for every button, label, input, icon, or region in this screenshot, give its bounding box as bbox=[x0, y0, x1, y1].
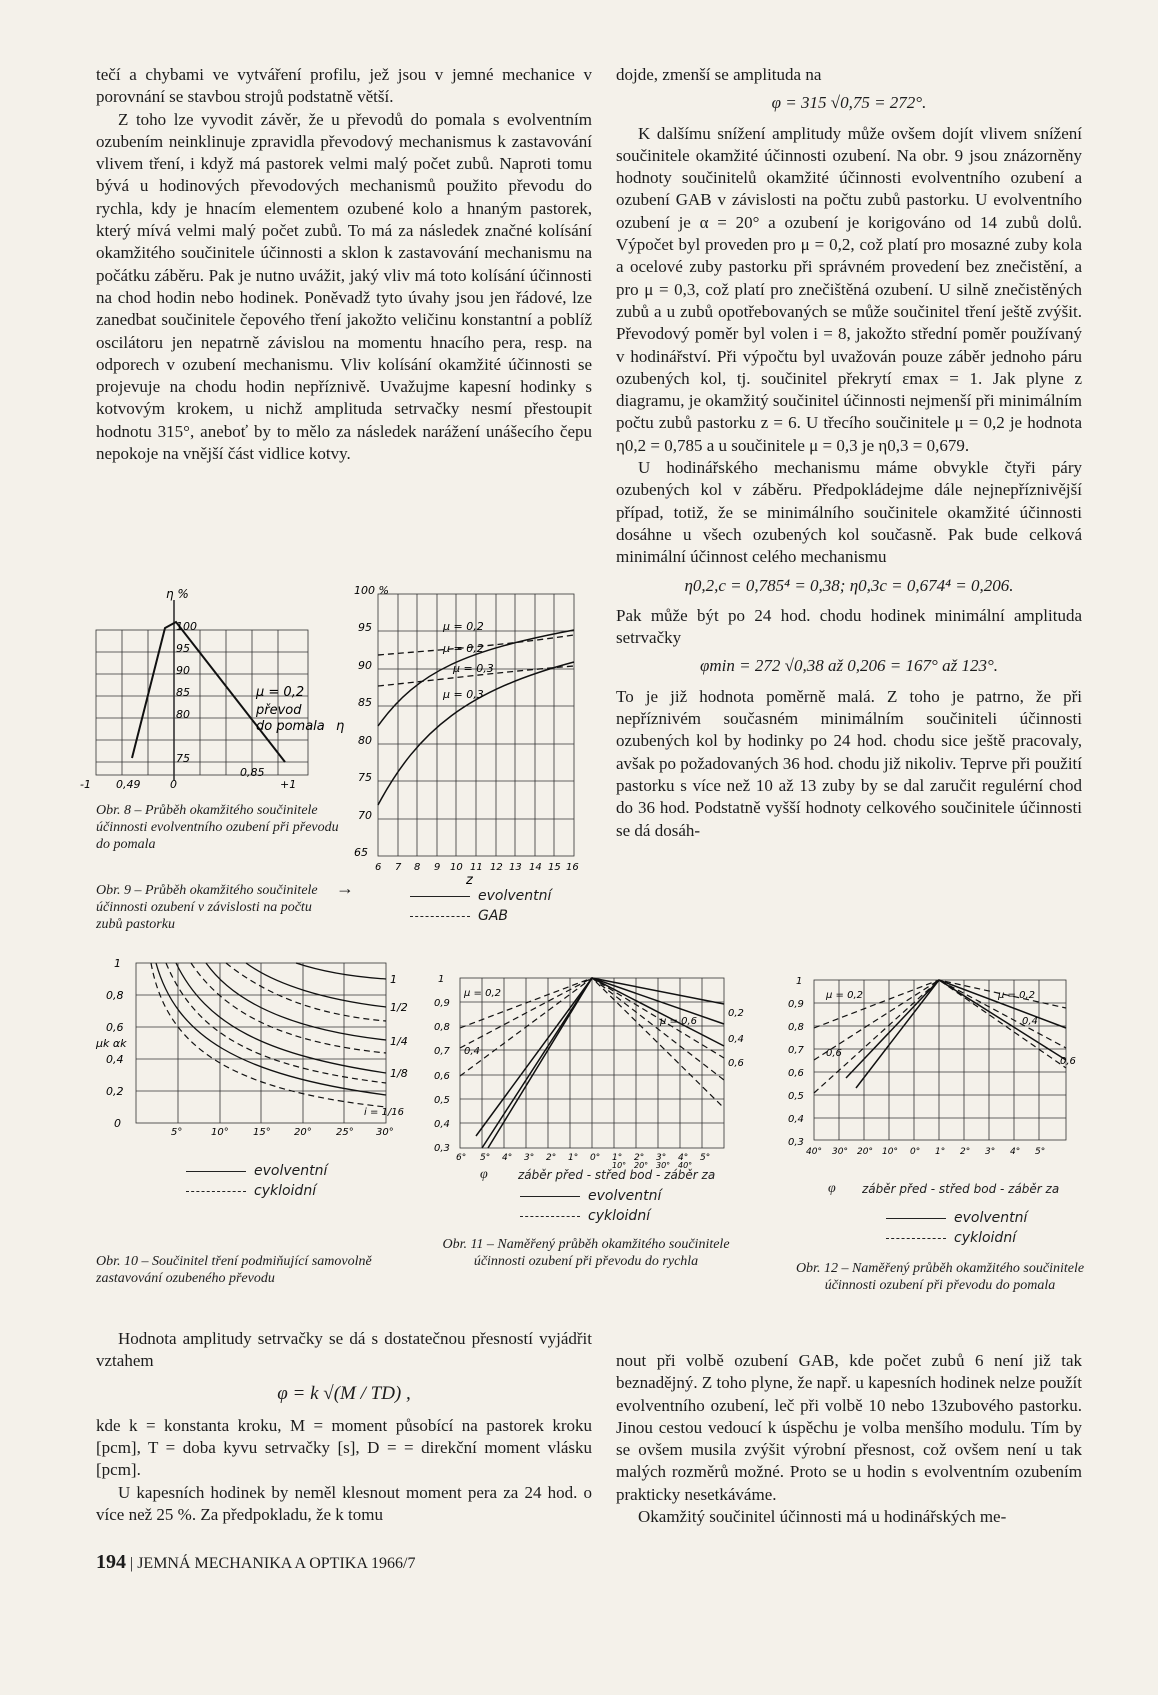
curve-label: μ = 0,2 bbox=[443, 642, 484, 655]
paragraph: dojde, zmenší se amplituda na bbox=[616, 65, 822, 84]
curve-label: μ = 0,6 bbox=[660, 1016, 698, 1027]
tick-label: 11 bbox=[470, 862, 483, 873]
tick-label: 12 bbox=[490, 862, 503, 873]
tick-label: 30° bbox=[656, 1161, 671, 1170]
tick-label: 0,7 bbox=[434, 1046, 450, 1057]
figure-11-phi: φ bbox=[480, 1167, 488, 1182]
tick-label: 4° bbox=[1010, 1147, 1021, 1157]
tick-label: 85 bbox=[176, 686, 190, 699]
tick-label: 5° bbox=[700, 1153, 711, 1163]
curve-label: μ = 0,2 bbox=[443, 620, 484, 633]
tick-label: 15 bbox=[548, 862, 561, 873]
x-axis-label: z bbox=[466, 873, 473, 888]
tick-label: 10° bbox=[882, 1147, 898, 1157]
figure-12-legend-cykloid: cykloidní bbox=[886, 1230, 1016, 1246]
paragraph: Pak může být po 24 hod. chodu hodinek minimální amplituda setrvačky bbox=[616, 605, 1082, 648]
figure-10-caption: Obr. 10 – Součinitel tření podmiňující samovolně zastavování ozubeného převodu bbox=[96, 1254, 372, 1286]
ratio-label: 1/2 bbox=[390, 1001, 408, 1014]
tick-label: 4° bbox=[502, 1153, 513, 1163]
curve-label: 0,6 bbox=[826, 1048, 842, 1059]
paragraph: kde k = konstanta kroku, M = moment působící na pastorek kroku [pcm], T = doba kyvu setrvačky [s], D = = direkční moment vlásku [pcm]. bbox=[96, 1415, 592, 1480]
tick-label: 0,5 bbox=[434, 1095, 450, 1106]
figure-11-caption: Obr. 11 – Naměřený průběh okamžitého součinitele účinnosti ozubení při převodu do rychla bbox=[442, 1237, 730, 1269]
curve-label: μ = 0,3 bbox=[453, 662, 494, 675]
tick-label: 0° bbox=[590, 1153, 601, 1163]
tick-label: 0,6 bbox=[106, 1021, 124, 1034]
figure-8 bbox=[80, 580, 350, 795]
paragraph: U kapesních hodinek by neměl klesnout moment pera za 24 hod. o více než 25 %. Za předpokladu, že k tomu bbox=[96, 1482, 592, 1525]
tick-label: 1° bbox=[568, 1153, 579, 1163]
tick-label: 2° bbox=[960, 1147, 971, 1157]
tick-label: 0,6 bbox=[788, 1068, 804, 1079]
curve-label: 0,6 bbox=[1060, 1056, 1076, 1067]
ratio-label: i = 1/16 bbox=[364, 1107, 404, 1118]
tick-label: 0,7 bbox=[788, 1045, 804, 1056]
tick-label: 3° bbox=[985, 1147, 996, 1157]
tick-label: 14 bbox=[529, 862, 542, 873]
tick-label: 20° bbox=[634, 1161, 649, 1170]
tick-label: 0,6 bbox=[728, 1058, 744, 1069]
paragraph: Z toho lze vyvodit závěr, že u převodů do pomala s evolventním ozubením neinklinuje zpravidla převodový mechanismus k zastavování vlivem tření, i když má pastorek velmi malý počet zubů. Naproti tomu bývá u hodinových převodových mechanismů použito převodu do rychla, kdy je hnacím elementem ozubené kolo a hnaným pastorek, který mívá velmi malý počet zubů. To má za následek značné kolísání okamžitého součinitele účinnosti a sklon k zastavování mechanismu na počátku záběru. Pak je nutno uvážit, jaký vliv má toto kolísání účinnosti na chod hodin nebo hodinek. Poněvadž tyto úvahy jsou jen řádové, lze zanedbat součinitele čepového tření jakožto veličinu konstantní a poblíž oscilátoru jen nepatrně závislou na momentu hnacího pera, resp. na odporech v ozubení mechanismu. Vliv kolísání okamžité účinnosti se projevuje na chodu hodin nepříznivě. Uvažujme kapesní hodinky s kotvovým krokem, u nichž amplituda setrvačky nesmí přestoupit hodnotu 315°, aneboť by to mělo za následek narážení unášecího čepu nepokoje na vnější část vidlice kotvy. bbox=[96, 109, 592, 464]
figure-11-x-axis-label: záběr před - střed bod - záběr za bbox=[518, 1168, 716, 1182]
curve-label: μ = 0,3 bbox=[443, 688, 484, 701]
tick-label: 3° bbox=[656, 1153, 667, 1163]
tick-label: 20° bbox=[857, 1147, 873, 1157]
tick-label: 10 bbox=[450, 862, 463, 873]
tick-label: 100 bbox=[176, 620, 197, 633]
tick-label: 65 bbox=[354, 846, 368, 859]
tick-label: 5° bbox=[171, 1127, 183, 1138]
tick-label: +1 bbox=[280, 778, 297, 791]
tick-label: 10° bbox=[612, 1161, 627, 1170]
tick-label: 0,2 bbox=[728, 1008, 744, 1019]
tick-label: 80 bbox=[358, 734, 372, 747]
bottom-right-column bbox=[616, 1350, 1082, 1528]
figure-12-caption: Obr. 12 – Naměřený průběh okamžitého součinitele účinnosti ozubení při převodu do pomala bbox=[795, 1261, 1085, 1293]
paragraph: K dalšímu snížení amplitudy může ovšem dojít vlivem snížení součinitele okamžité účinnosti ozubení. Na obr. 9 jsou znázorněny hodnoty součinitelů okamžité účinnosti evolventního ozubení a ozubení GAB v závislosti na počtu zubů pastorku. U evolventního ozubení je α = 20° a ozubení je korigováno od 14 zubů dolů. Výpočet byl proveden pro μ = 0,2, což platí pro mosazné zuby kola a ocelové zuby pastorku při správném provedení bez znečistění, a pro μ = 0,3, což platí pro znečištěná ozubení. U silně znečistěných zubů a u zubů opotřebovaných se může součinitel tření ještě zvýšit. Převodový poměr byl volen i = 8, jakožto střední poměr používaný v hodinářství. Při výpočtu byl uvažován pouze záběr jednoho páru ozubených kol, tj. součinitel překrytí εmax = 1. Jak plyne z diagramu, je okamžitý součinitel účinnosti nejmenší při minimálním počtu zubů pastorku z = 6. U třecího součinitele μ = 0,2 je hodnota η0,2 = 0,785 a u součinitele μ = 0,3 je η0,3 = 0,679. bbox=[616, 123, 1082, 455]
figure-10-legend-cykloid: cykloidní bbox=[186, 1183, 316, 1199]
figure-12 bbox=[786, 968, 1086, 1168]
tick-label: 13 bbox=[509, 862, 522, 873]
paragraph: tečí a chybami ve vytváření profilu, jež jsou v jemné mechanice v porovnání se stavbou strojů podstatně větší. bbox=[96, 65, 592, 107]
tick-label: 0,49 bbox=[116, 778, 141, 791]
tick-label: 85 bbox=[358, 696, 372, 709]
paragraph: Hodnota amplitudy setrvačky se dá s dostatečnou přesností vyjádřit vztahem bbox=[96, 1329, 592, 1371]
tick-label: 0,4 bbox=[788, 1114, 804, 1125]
tick-label: 0,4 bbox=[728, 1034, 744, 1045]
y-axis-label: η % bbox=[166, 587, 189, 601]
figure-9-legend-evolvent: evolventní bbox=[410, 888, 551, 904]
tick-label: 6 bbox=[375, 862, 382, 873]
tick-label: 70 bbox=[358, 809, 372, 822]
figure-8-caption: Obr. 8 – Průběh okamžitého součinitele účinnosti evolventního ozubení při převodu do pomala bbox=[96, 803, 339, 852]
tick-label: 95 bbox=[176, 642, 190, 655]
tick-label: 40° bbox=[806, 1147, 822, 1157]
equation: φmin = 272 √0,38 až 0,206 = 167° až 123°. bbox=[699, 656, 998, 676]
tick-label: 0 bbox=[114, 1117, 121, 1130]
tick-label: 90 bbox=[358, 659, 372, 672]
tick-label: 30° bbox=[832, 1147, 848, 1157]
tick-label: 1° bbox=[612, 1153, 623, 1163]
curve-label: μ = 0,2 bbox=[464, 988, 502, 999]
tick-label: 8 bbox=[414, 862, 421, 873]
tick-label: -1 bbox=[80, 778, 91, 791]
ratio-label: 1 bbox=[390, 973, 397, 986]
left-column bbox=[96, 64, 592, 465]
figure-10-legend-evolvent: evolventní bbox=[186, 1163, 327, 1179]
tick-label: 0,9 bbox=[434, 998, 450, 1009]
right-column bbox=[616, 64, 1082, 842]
tick-label: 30° bbox=[376, 1127, 394, 1138]
tick-label: 2° bbox=[546, 1153, 557, 1163]
figure-10 bbox=[96, 955, 414, 1138]
tick-label: 10° bbox=[211, 1127, 229, 1138]
equation: φ = 315 √0,75 = 272°. bbox=[771, 93, 927, 113]
tick-label: 0,4 bbox=[106, 1053, 124, 1066]
tick-label: 0,4 bbox=[434, 1119, 450, 1130]
figure-9-caption: Obr. 9 – Průběh okamžitého součinitele účinnosti ozubení v závislosti na počtu zubů pastorku bbox=[96, 883, 318, 932]
tick-label: 1° bbox=[935, 1147, 946, 1157]
tick-label: 2° bbox=[634, 1153, 645, 1163]
arrow-right: → bbox=[336, 878, 354, 898]
tick-label: 0,2 bbox=[106, 1085, 124, 1098]
tick-label: 0,85 bbox=[240, 766, 265, 779]
tick-label: 16 bbox=[566, 862, 579, 873]
y-axis-label: η bbox=[336, 719, 345, 734]
tick-label: 9 bbox=[434, 862, 441, 873]
tick-label: 0,6 bbox=[434, 1071, 450, 1082]
tick-label: 20° bbox=[294, 1127, 312, 1138]
curve-label: 0,4 bbox=[1022, 1016, 1038, 1027]
tick-label: 90 bbox=[176, 664, 190, 677]
journal-name: JEMNÁ MECHANIKA A OPTIKA 1966/7 bbox=[137, 1555, 416, 1572]
tick-label: 40° bbox=[678, 1161, 693, 1170]
paragraph: Okamžitý součinitel účinnosti má u hodinářských me- bbox=[638, 1507, 1007, 1527]
paragraph: U hodinářského mechanismu máme obvykle čtyři páry ozubených kol v záběru. Předpokládejme dále nejnepříznivější případ, totiž, že se minimálního součinitele okamžité účinnosti dosáhne u všech ozubených kol současně. Pak bude celková minimální účinnost celého mechanismu bbox=[616, 458, 1082, 567]
tick-label: 25° bbox=[336, 1127, 354, 1138]
tick-label: 0,8 bbox=[788, 1022, 804, 1033]
annotation: μ = 0,2 bbox=[256, 685, 305, 700]
equation: η0,2,c = 0,785⁴ = 0,38; η0,3c = 0,674⁴ = 0,206. bbox=[684, 575, 1014, 595]
tick-label: 0 bbox=[170, 778, 177, 791]
paragraph: nout při volbě ozubení GAB, kde počet zubů 6 není již tak beznadějný. Z toho plyne, že např. u kapesních hodinek nelze použít evolventního ozubení, leč při volbě 10 nebo 13zubového pastorku. Jinou cestou vedoucí k úspěchu je volba menšího modulu. Tím by se ovšem musila zvýšit výrobní přesnost, což ovšem není u tak malých rozměrů možné. Proto se u hodin s evolventním ozubením prakticky nesetkáváme. bbox=[616, 1351, 1082, 1504]
annotation: převod bbox=[256, 703, 302, 718]
y-axis-label: μk αk bbox=[96, 1037, 127, 1050]
tick-label: 75 bbox=[358, 771, 372, 784]
ratio-label: 1/4 bbox=[390, 1035, 408, 1048]
annotation: do pomala bbox=[256, 719, 325, 734]
figure-11-legend-evolvent: evolventní bbox=[520, 1188, 661, 1204]
tick-label: 0,3 bbox=[434, 1143, 450, 1154]
tick-label: 0,8 bbox=[106, 989, 124, 1002]
tick-label: 95 bbox=[358, 621, 372, 634]
curve-label: μ = 0,2 bbox=[998, 990, 1036, 1001]
tick-label: 0,8 bbox=[434, 1022, 450, 1033]
tick-label: 5° bbox=[480, 1153, 491, 1163]
bottom-left-column bbox=[96, 1328, 592, 1526]
tick-label: 5° bbox=[1035, 1147, 1046, 1157]
tick-label: 80 bbox=[176, 708, 190, 721]
figure-11-legend-cykloid: cykloidní bbox=[520, 1208, 650, 1224]
tick-label: 0,5 bbox=[788, 1091, 804, 1102]
tick-label: 7 bbox=[395, 862, 402, 873]
tick-label: 4° bbox=[678, 1153, 689, 1163]
tick-label: 0,9 bbox=[788, 999, 804, 1010]
tick-label: 6° bbox=[456, 1153, 467, 1163]
tick-label: 0° bbox=[910, 1147, 921, 1157]
figure-12-x-axis-label: záběr před - střed bod - záběr za bbox=[862, 1182, 1060, 1196]
tick-label: 0,3 bbox=[788, 1137, 804, 1148]
tick-label: 3° bbox=[524, 1153, 535, 1163]
ratio-label: 1/8 bbox=[390, 1067, 408, 1080]
tick-label: 1 bbox=[796, 976, 803, 987]
equation: φ = k √(M / TD) , bbox=[277, 1382, 411, 1404]
figure-11 bbox=[424, 968, 754, 1168]
tick-label: 100 % bbox=[354, 584, 389, 597]
page-number: 194 bbox=[96, 1551, 126, 1573]
paragraph: To je již hodnota poměrně malá. Z toho je patrno, že při nepříznivém současném minimálním součiniteli účinnosti ozubených kol by hodinky po 24 hod. chodu sice ještě pracovaly, avšak po požadovaných 36 hod. chodu již nikoliv. Teprve při použití pastorku s více než 10 až 13 zuby by se dal zaručit regulérní chod do 36 hod. Podstatně vyšší hodnoty celkového součinitele účinnosti se dá dosáh- bbox=[616, 686, 1082, 840]
figure-9-legend-gab: GAB bbox=[410, 908, 508, 924]
page-footer bbox=[96, 1551, 415, 1574]
tick-label: 15° bbox=[253, 1127, 271, 1138]
curve-label: 0,4 bbox=[464, 1046, 480, 1057]
tick-label: 1 bbox=[438, 974, 445, 985]
tick-label: 1 bbox=[114, 957, 121, 970]
curve-label: μ = 0,2 bbox=[826, 990, 864, 1001]
footer-divider: | bbox=[130, 1555, 138, 1572]
figure-12-legend-evolvent: evolventní bbox=[886, 1210, 1027, 1226]
tick-label: 75 bbox=[176, 752, 190, 765]
figure-12-phi: φ bbox=[828, 1181, 836, 1196]
